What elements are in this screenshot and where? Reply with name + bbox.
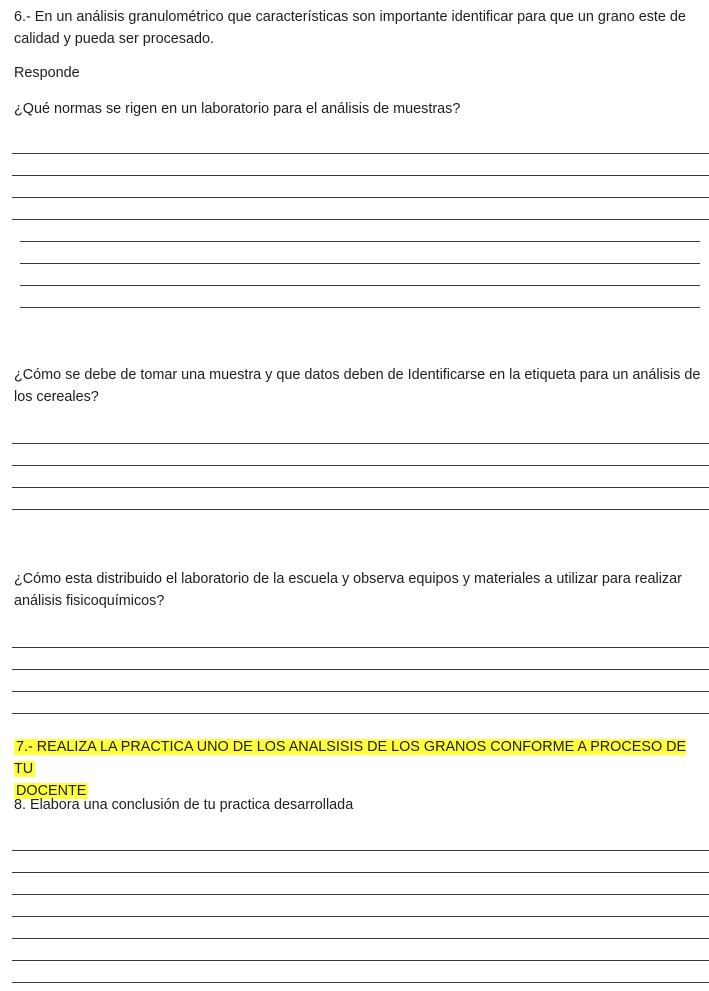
answer-line[interactable]	[12, 219, 709, 220]
answer-line[interactable]	[12, 872, 709, 873]
answer-line[interactable]	[20, 285, 700, 286]
question-7-line2: DOCENTE	[16, 783, 87, 799]
answer-line[interactable]	[12, 669, 709, 670]
answer-line[interactable]	[20, 241, 700, 242]
answer-line[interactable]	[12, 487, 709, 488]
question-6b: ¿Cómo se debe de tomar una muestra y que datos deben de Identificarse en la etiqueta para un análisis de los cereales?	[14, 367, 701, 405]
question-7	[14, 736, 701, 802]
question-6a: ¿Qué normas se rigen en un laboratorio para el análisis de muestras?	[14, 101, 461, 117]
answer-line[interactable]	[12, 982, 709, 983]
answer-line[interactable]	[20, 307, 700, 308]
question-8-title: 8. Elabora una conclusión de tu practica desarrollada	[14, 797, 354, 813]
answer-line[interactable]	[12, 691, 709, 692]
answer-line[interactable]	[12, 894, 709, 895]
responde-label: Responde	[14, 65, 80, 81]
answer-line[interactable]	[12, 509, 709, 510]
question-7-line1: 7.- REALIZA LA PRACTICA UNO DE LOS ANALSISIS DE LOS GRANOS CONFORME A PROCESO DE TU	[14, 739, 687, 777]
answer-line[interactable]	[12, 960, 709, 961]
question-6-title: 6.- En un análisis granulométrico que características son importante identificar para que un grano este de calidad y pueda ser procesado.	[14, 9, 686, 47]
answer-line[interactable]	[12, 938, 709, 939]
answer-line[interactable]	[12, 197, 709, 198]
question-6c: ¿Cómo esta distribuido el laboratorio de la escuela y observa equipos y materiales a utilizar para realizar análisis fisicoquímicos?	[14, 571, 682, 609]
answer-line[interactable]	[12, 713, 709, 714]
answer-line[interactable]	[12, 916, 709, 917]
answer-line[interactable]	[12, 175, 709, 176]
answer-line[interactable]	[12, 647, 709, 648]
answer-line[interactable]	[12, 443, 709, 444]
answer-line[interactable]	[12, 465, 709, 466]
answer-line[interactable]	[12, 153, 709, 154]
answer-line[interactable]	[12, 850, 709, 851]
answer-line[interactable]	[20, 263, 700, 264]
